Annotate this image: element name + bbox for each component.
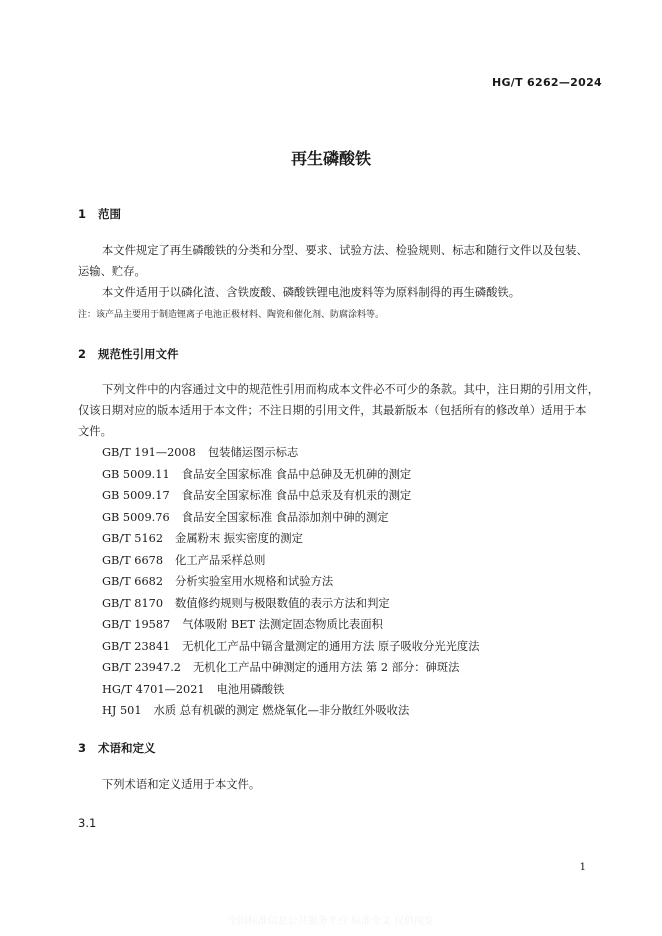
reference-title: 食品安全国家标准 食品中总砷及无机砷的测定 [181, 467, 412, 481]
section-2-heading [78, 346, 179, 362]
page-number: 1 [579, 862, 586, 873]
reference-code: HJ 501 [102, 704, 142, 717]
reference-title: 金属粉末 振实密度的测定 [175, 532, 303, 545]
reference-item [102, 530, 480, 552]
subsection-3-1-number: 3.1 [78, 816, 97, 830]
reference-title: 气体吸附 BET 法测定固态物质比表面积 [182, 618, 383, 631]
reference-title: 电池用磷酸铁 [216, 682, 285, 696]
reference-code: GB 5009.17 [102, 489, 170, 502]
section-2-intro-line-2: 仅该日期对应的版本适用于本文件；不注日期的引用文件，其最新版本（包括所有的修改单）适用于本 [78, 404, 587, 417]
reference-item [102, 638, 480, 660]
section-1-paragraph-1-line-2: 运输、贮存。 [78, 265, 146, 278]
reference-list [102, 444, 480, 724]
section-3-title: 术语和定义 [98, 741, 156, 755]
reference-code: GB/T 23947.2 [102, 661, 181, 674]
reference-title: 无机化工产品中砷测定的通用方法 第 2 部分：砷斑法 [192, 661, 460, 674]
reference-item [102, 681, 480, 703]
reference-item [102, 466, 480, 488]
reference-item [102, 595, 480, 617]
section-3-heading [78, 740, 156, 756]
section-3-number: 3 [78, 741, 87, 755]
reference-item [102, 616, 480, 638]
standard-number: HG/T 6262—2024 [491, 76, 602, 89]
section-2-title: 规范性引用文件 [98, 347, 179, 361]
section-1-note: 注：该产品主要用于制造锂离子电池正极材料、陶瓷和催化剂、防腐涂料等。 [78, 310, 385, 320]
reference-title: 包装储运图示标志 [207, 446, 299, 459]
reference-code: GB/T 23841 [102, 639, 171, 653]
reference-title: 食品安全国家标准 食品添加剂中砷的测定 [181, 510, 389, 524]
reference-code: GB 5009.76 [102, 510, 170, 524]
reference-title: 数值修约规则与极限数值的表示方法和判定 [175, 596, 390, 610]
reference-code: HG/T 4701—2021 [102, 682, 205, 696]
reference-code: GB/T 6682 [102, 575, 164, 588]
reference-code: GB 5009.11 [102, 467, 170, 481]
reference-code: GB/T 19587 [102, 618, 171, 631]
reference-item [102, 659, 480, 681]
reference-item [102, 509, 480, 531]
section-1-paragraph-2: 本文件适用于以磷化渣、含铁废酸、磷酸铁锂电池废料等为原料制得的再生磷酸铁。 [102, 286, 520, 299]
reference-title: 食品安全国家标准 食品中总汞及有机汞的测定 [181, 489, 412, 502]
watermark-text: 全国标准信息公共服务平台 标准全文 仅供阅览 [227, 916, 435, 927]
section-1-title: 范围 [98, 207, 121, 221]
section-1-number: 1 [78, 207, 87, 221]
reference-title: 水质 总有机碳的测定 燃烧氧化—非分散红外吸收法 [153, 704, 410, 717]
section-3-intro: 下列术语和定义适用于本文件。 [102, 778, 261, 791]
reference-code: GB/T 191—2008 [102, 446, 196, 459]
reference-title: 化工产品采样总则 [175, 553, 266, 567]
reference-code: GB/T 8170 [102, 596, 164, 610]
section-2-number: 2 [78, 347, 87, 361]
reference-title: 分析实验室用水规格和试验方法 [175, 575, 334, 588]
reference-item [102, 444, 480, 466]
reference-title: 无机化工产品中镉含量测定的通用方法 原子吸收分光光度法 [182, 639, 480, 653]
section-1-paragraph-1-line-1: 本文件规定了再生磷酸铁的分类和分型、要求、试验方法、检验规则、标志和随行文件以及包装、 [102, 244, 588, 257]
reference-code: GB/T 6678 [102, 553, 164, 567]
section-2-intro-line-3: 文件。 [78, 425, 112, 438]
reference-item [102, 702, 480, 724]
reference-item [102, 487, 480, 509]
reference-item [102, 552, 480, 574]
reference-code: GB/T 5162 [102, 532, 164, 545]
document-title: 再生磷酸铁 [290, 149, 371, 168]
section-2-intro-line-1: 下列文件中的内容通过文中的规范性引用而构成本文件必不可少的条款。其中，注日期的引用文件， [102, 383, 600, 396]
section-1-heading [78, 206, 121, 222]
reference-item [102, 573, 480, 595]
